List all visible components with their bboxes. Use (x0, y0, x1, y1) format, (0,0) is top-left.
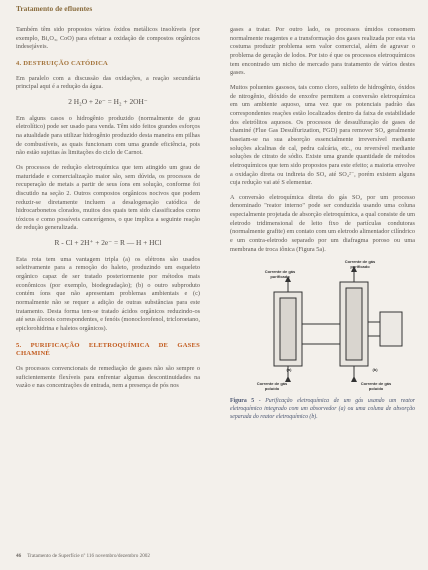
reactor-diagram (230, 260, 414, 392)
page-number: 46 (16, 553, 22, 559)
paragraph: Os processos convencionais de remediação de gases não são sempre o suficientemente flexíveis para enfrentar algumas descontinuidades na vazão e nas concentrações de entrada, nem a presença de pós nos (16, 365, 200, 390)
equation-water-reduction: 2 H₂O + 2e⁻ = H₂ + 2OH⁻ (68, 96, 148, 106)
figure-5-diagram (230, 260, 414, 392)
label-purified-gas-b: Corrente de gás purificado (344, 259, 376, 269)
section-heading-5: 5. PURIFICAÇÃO ELETROQUÍMICA DE GASES CHAMINÉ (16, 341, 200, 358)
packed-bed-a (280, 298, 296, 360)
paragraph: Muitos poluentes gasosos, tais como cloro, sulfeto de hidrogênio, óxidos de nitrogênio, dióxido de enxofre permitem a conversão eletroquímica em um ambiente aquoso, uma vez que os potenciais padrão das correspondentes reações estão localizados dentro da faixa de estabilidade dos eletrólitos aquosos. Os processos de dessulfuração de gases de chaminé (Flue Gas Desulfurization, FGD) para remover SO₂ geralmente baseiam-se na sua absorção essencialmente irreversível mediante soluções alcalinas de cal, pedra calcária, etc., ou reversível mediante soluções de citrato de sódio. Existe uma grande quantidade de métodos eletroquímicos que tem sido propostos para este efeito; a maioria envolve a oxidação direta ou indireta do SO₂ até SO₄²⁻, porém existem alguns cuja redução vai até S elementar. (230, 83, 415, 187)
label-polluted-gas-a: Corrente de gás poluído (256, 381, 288, 391)
paragraph: Esta rota tem uma vantagem tripla (a) os elétrons são usados seletivamente para a remoção do haleto, produzindo um esqueleto orgânico capaz de ser tratado posteriormente por métodos mais econômicos (por exemplo, biodegradação); (b) o outro subproduto contém íons que não apresentam problemas ambientais e (c) normalmente não se requer a adição de outras substâncias para este tratamento. Desta forma tem-se tratado ácidos orgânicos reduzindo-os até seus álcoois correspondentes, e fenóis (monoclorofenol, tricloroetano, epiclorohidrina e haletos orgânicos). (16, 255, 200, 333)
section-heading-4: 4. DESTRUIÇÃO CATÓDICA (16, 59, 109, 67)
caption-text: - Purificação eletroquímica de um gás usando um reator eletroquímico integrado com um absorvedor (a) ou uma coluna de absorção separada do reator eletroquímico (b). (230, 398, 416, 420)
caption-title: Figura 5 (230, 398, 255, 405)
label-b: (b) (372, 367, 378, 373)
packed-bed-b (346, 288, 362, 360)
paragraph: Em alguns casos o hidrogênio produzido (normalmente de grau eletrolítico) pode ser usado para venda. Têm sido feitos grandes esforços na atualidade para utilizar hidrogênio produzido desta maneira em pilhas de combustíveis, as quais funcionam com uma grande eficiência, pois não estão sujeitas às limitações do ciclo de Carnot. (16, 114, 200, 157)
label-purified-gas-a: Corrente de gás purificado (264, 269, 296, 279)
journal-info: Tratamento de Superfície nº 116 novembro/dezembro 2002 (27, 553, 150, 559)
paragraph: Em paralelo com a discussão das oxidações, a reação secundária principal aqui é a redução da água. (16, 74, 200, 91)
arrow-up-icon (351, 376, 357, 382)
paragraph: gases a tratar. Por outro lado, os processos úmidos consomem normalmente reagentes e a transformação dos gases realizada por esta via costuma produzir problema sem valor comercial, além de agravar o problema de geração de lodos. Por isto é que os processos eletroquímicos tem encontrado um nicho de mercado para tratamento de vários destes gases. (230, 26, 415, 77)
running-header: Tratamento de efluentes (16, 4, 93, 13)
figure-caption (230, 398, 415, 421)
equation-dehalogenation: R - Cl + 2H⁺ + 2e⁻ = R — H + HCl (54, 238, 162, 248)
page-footer (16, 553, 150, 559)
paragraph: Os processos de redução eletroquímica que tem atingido um grau de maturidade e comercialização maior são, sem dúvida, os processos de recuperação de metais a partir de seus íons em solução, conforme foi discutido na seção 2. Outros compostos orgânicos nocivos que podem reduzir-se diretamente incluem a desalogenação catódica de hidrocarbonetos clorados, muitos dos quais tem sido classificados como tóxicos e como possíveis cancerígenos, o que implica a seguinte reação de redução generalizada. (16, 163, 200, 232)
label-polluted-gas-b: Corrente de gás poluído (360, 381, 392, 391)
label-a: (a) (286, 367, 292, 373)
left-column (16, 26, 200, 397)
electrochemical-reactor-b (380, 312, 402, 346)
paragraph: Também têm sido propostos vários óxidos metálicos insolúveis (por exemplo, Bi₂O₃, CoO) para efetuar a oxidação de compostos orgânicos indesejáveis. (16, 26, 200, 51)
right-column (230, 26, 415, 422)
paragraph: A conversão eletroquímica direta do gás SO₂ por um processo denominado "reator interno" pode ser conduzida usando uma coluna especialmente projetada de absorção eletroquímica, a qual consiste de um eletrodo tridimensional de leito fixo de partículas condutoras (normalmente grafite) em contato com um eletrodo alimentador cilíndrico e um contra-eletrodo separado por um diafragma poroso ou uma membrana de troca iônica (Figura 5a). (230, 193, 416, 253)
